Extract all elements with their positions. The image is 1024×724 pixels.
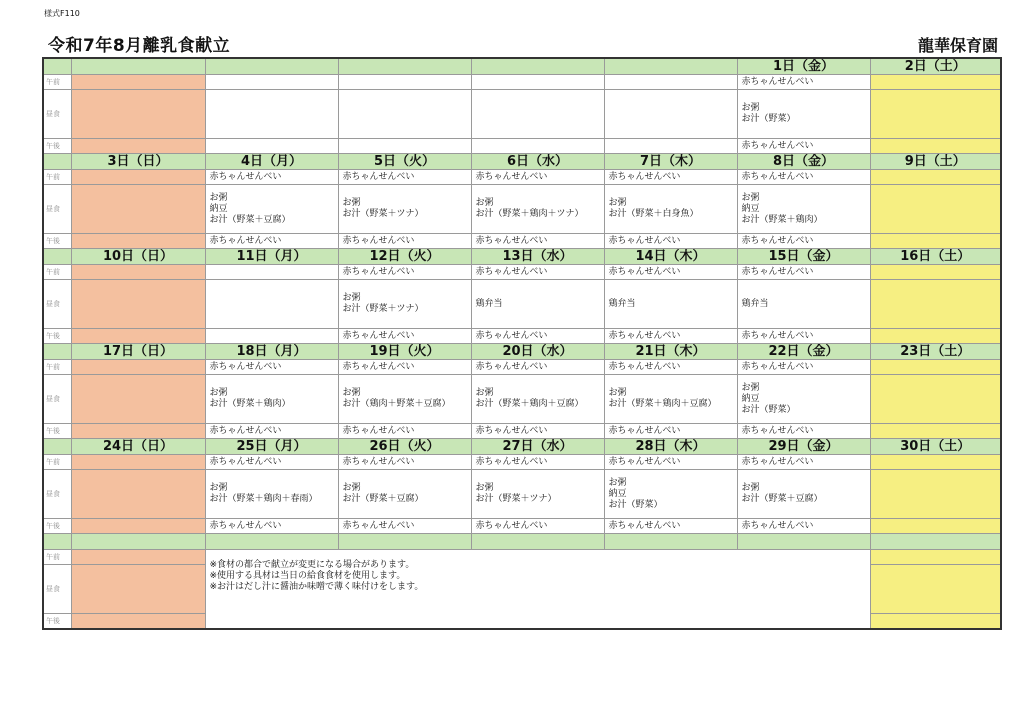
lunch-cell (604, 90, 737, 139)
snack-cell: 赤ちゃんせんべい (737, 360, 870, 375)
menu-row-morning (43, 170, 1001, 185)
lunch-item: お粥 (342, 293, 361, 303)
lunch-cell (737, 90, 870, 139)
lunch-cell (870, 565, 1001, 614)
date-row-label (43, 439, 71, 455)
date-header: 18日（月） (205, 344, 338, 360)
snack-cell (71, 139, 205, 154)
note-line: ※お汁はだし汁に醤油か味噌で薄く味付けをします。 (209, 582, 424, 592)
snack-cell: 赤ちゃんせんべい (604, 170, 737, 185)
snack-cell: 赤ちゃんせんべい (471, 265, 604, 280)
snack-cell (604, 75, 737, 90)
snack-cell (471, 75, 604, 90)
lunch-item: 鶏弁当 (741, 298, 769, 309)
lunch-cell (870, 280, 1001, 329)
lunch-cell (870, 470, 1001, 519)
lunch-item: お粥 (608, 198, 627, 208)
snack-cell: 赤ちゃんせんべい (737, 265, 870, 280)
lunch-item: 納豆 (209, 203, 228, 214)
date-header (870, 534, 1001, 550)
date-header: 23日（土） (870, 344, 1001, 360)
snack-cell: 赤ちゃんせんべい (205, 455, 338, 470)
snack-cell: 赤ちゃんせんべい (471, 329, 604, 344)
date-header: 2日（土） (870, 58, 1001, 75)
snack-cell (870, 329, 1001, 344)
lunch-cell (604, 280, 737, 329)
date-header: 14日（木） (604, 249, 737, 265)
lunch-item: お粥 (608, 477, 627, 488)
lunch-item: お汁（野菜＋鶏肉） (741, 214, 823, 225)
date-header: 26日（火） (338, 439, 471, 455)
row-label-morning: 午前 (43, 360, 71, 375)
lunch-cell (471, 470, 604, 519)
organization-name: 龍華保育園 (917, 36, 998, 55)
week-date-row (43, 154, 1001, 170)
lunch-cell (471, 375, 604, 424)
snack-cell: 赤ちゃんせんべい (737, 234, 870, 249)
snack-cell (71, 170, 205, 185)
lunch-item: お粥 (342, 483, 361, 493)
lunch-item: お汁（野菜＋鶏肉） (209, 399, 291, 409)
lunch-cell (205, 470, 338, 519)
snack-cell: 赤ちゃんせんべい (737, 424, 870, 439)
lunch-item: お汁（野菜＋鶏肉＋豆腐） (608, 399, 717, 409)
date-header: 17日（日） (71, 344, 205, 360)
menu-row-lunch (43, 375, 1001, 424)
date-header: 7日（木） (604, 154, 737, 170)
week-date-row (43, 439, 1001, 455)
date-header: 3日（日） (71, 154, 205, 170)
date-header: 19日（火） (338, 344, 471, 360)
date-header: 4日（月） (205, 154, 338, 170)
lunch-cell (205, 375, 338, 424)
snack-cell: 赤ちゃんせんべい (471, 455, 604, 470)
date-header (338, 534, 471, 550)
lunch-cell (205, 90, 338, 139)
snack-cell: 赤ちゃんせんべい (737, 139, 870, 154)
row-label-afternoon: 午後 (43, 519, 71, 534)
snack-cell (71, 455, 205, 470)
date-header (71, 58, 205, 75)
snack-cell: 赤ちゃんせんべい (737, 329, 870, 344)
form-number: 様式F110 (44, 9, 80, 18)
lunch-cell (338, 185, 471, 234)
date-header: 29日（金） (737, 439, 870, 455)
snack-cell (870, 139, 1001, 154)
lunch-item: 納豆 (741, 393, 760, 404)
date-header (737, 534, 870, 550)
lunch-cell (737, 280, 870, 329)
snack-cell: 赤ちゃんせんべい (737, 519, 870, 534)
row-label-lunch: 昼食 (43, 470, 71, 519)
date-header: 10日（日） (71, 249, 205, 265)
lunch-item: お粥 (741, 483, 760, 493)
lunch-cell (205, 185, 338, 234)
lunch-item: お粥 (475, 198, 494, 208)
lunch-item: お粥 (741, 103, 760, 113)
lunch-item: お粥 (342, 388, 361, 398)
snack-cell: 赤ちゃんせんべい (338, 519, 471, 534)
date-header: 13日（水） (471, 249, 604, 265)
lunch-item: お汁（野菜＋豆腐） (209, 214, 291, 225)
lunch-item: お汁（野菜＋ツナ） (475, 494, 557, 504)
date-header: 11日（月） (205, 249, 338, 265)
menu-row-afternoon (43, 329, 1001, 344)
lunch-cell (870, 185, 1001, 234)
date-header: 15日（金） (737, 249, 870, 265)
date-header (205, 58, 338, 75)
row-label-morning: 午前 (43, 170, 71, 185)
menu-row-lunch (43, 280, 1001, 329)
snack-cell (870, 170, 1001, 185)
lunch-item: お汁（野菜） (741, 404, 796, 415)
lunch-cell (71, 375, 205, 424)
row-label-morning: 午前 (43, 550, 71, 565)
snack-cell: 赤ちゃんせんべい (338, 455, 471, 470)
note-line: ※使用する具材は当日の給食食材を使用します。 (209, 571, 406, 581)
snack-cell: 赤ちゃんせんべい (338, 265, 471, 280)
lunch-item: お汁（野菜＋鶏肉＋豆腐） (475, 399, 584, 409)
date-header: 20日（水） (471, 344, 604, 360)
menu-row-afternoon (43, 424, 1001, 439)
lunch-cell (71, 470, 205, 519)
menu-row-afternoon (43, 234, 1001, 249)
snack-cell: 赤ちゃんせんべい (205, 170, 338, 185)
lunch-item: お粥 (475, 388, 494, 398)
snack-cell: 赤ちゃんせんべい (471, 424, 604, 439)
lunch-cell (71, 565, 205, 614)
snack-cell: 赤ちゃんせんべい (471, 360, 604, 375)
lunch-cell (338, 470, 471, 519)
snack-cell (205, 265, 338, 280)
snack-cell: 赤ちゃんせんべい (205, 519, 338, 534)
page-title: 令和7年8月離乳食献立 (48, 36, 231, 56)
row-label-morning: 午前 (43, 455, 71, 470)
lunch-item: お汁（野菜＋鶏肉＋ツナ） (475, 209, 584, 219)
date-header: 12日（火） (338, 249, 471, 265)
snack-cell (870, 424, 1001, 439)
snack-cell (471, 139, 604, 154)
snack-cell (870, 614, 1001, 630)
lunch-item: お汁（野菜＋豆腐） (741, 494, 823, 504)
snack-cell: 赤ちゃんせんべい (604, 234, 737, 249)
date-header (338, 58, 471, 75)
snack-cell (205, 75, 338, 90)
lunch-cell (870, 90, 1001, 139)
lunch-cell (338, 375, 471, 424)
lunch-cell (338, 280, 471, 329)
row-label-lunch: 昼食 (43, 565, 71, 614)
date-header: 9日（土） (870, 154, 1001, 170)
lunch-item: お粥 (741, 192, 760, 203)
row-label-morning: 午前 (43, 265, 71, 280)
snack-cell (71, 329, 205, 344)
date-header (71, 534, 205, 550)
snack-cell (71, 519, 205, 534)
date-header: 5日（火） (338, 154, 471, 170)
date-header (205, 534, 338, 550)
date-header: 25日（月） (205, 439, 338, 455)
date-header: 6日（水） (471, 154, 604, 170)
snack-cell (604, 139, 737, 154)
lunch-item: 納豆 (608, 488, 627, 499)
date-row-label (43, 344, 71, 360)
snack-cell: 赤ちゃんせんべい (604, 455, 737, 470)
lunch-item: 鶏弁当 (475, 298, 503, 309)
snack-cell (870, 75, 1001, 90)
lunch-cell (71, 90, 205, 139)
snack-cell (71, 614, 205, 630)
lunch-item: お粥 (475, 483, 494, 493)
week-date-row (43, 249, 1001, 265)
snack-cell (870, 455, 1001, 470)
lunch-cell (471, 90, 604, 139)
snack-cell: 赤ちゃんせんべい (604, 360, 737, 375)
snack-cell (338, 139, 471, 154)
snack-cell: 赤ちゃんせんべい (338, 329, 471, 344)
row-label-afternoon: 午後 (43, 329, 71, 344)
date-row-label (43, 58, 71, 75)
snack-cell: 赤ちゃんせんべい (604, 265, 737, 280)
snack-cell: 赤ちゃんせんべい (471, 170, 604, 185)
menu-table (42, 57, 1000, 685)
lunch-cell (737, 185, 870, 234)
lunch-item: お粥 (209, 483, 228, 493)
week-date-row (43, 344, 1001, 360)
snack-cell: 赤ちゃんせんべい (604, 329, 737, 344)
snack-cell (870, 265, 1001, 280)
menu-grid (42, 57, 1002, 630)
lunch-item: お粥 (209, 192, 228, 203)
date-header (604, 534, 737, 550)
lunch-item: お汁（野菜） (608, 499, 663, 510)
date-row-label (43, 154, 71, 170)
snack-cell (205, 329, 338, 344)
row-label-lunch: 昼食 (43, 375, 71, 424)
date-header: 27日（水） (471, 439, 604, 455)
menu-row-morning (43, 455, 1001, 470)
lunch-cell (205, 280, 338, 329)
snack-cell (870, 550, 1001, 565)
row-label-afternoon: 午後 (43, 614, 71, 630)
lunch-cell (737, 470, 870, 519)
lunch-cell (737, 375, 870, 424)
snack-cell: 赤ちゃんせんべい (205, 234, 338, 249)
date-header: 21日（木） (604, 344, 737, 360)
lunch-cell (471, 185, 604, 234)
lunch-item: お粥 (209, 388, 228, 398)
snack-cell (870, 234, 1001, 249)
snack-cell (71, 75, 205, 90)
snack-cell: 赤ちゃんせんべい (338, 360, 471, 375)
snack-cell (870, 360, 1001, 375)
snack-cell: 赤ちゃんせんべい (338, 170, 471, 185)
menu-row-lunch (43, 470, 1001, 519)
lunch-item: お粥 (608, 388, 627, 398)
snack-cell (71, 360, 205, 375)
date-header: 22日（金） (737, 344, 870, 360)
lunch-cell (338, 90, 471, 139)
date-header: 1日（金） (737, 58, 870, 75)
week-date-row (43, 58, 1001, 75)
lunch-item: 鶏弁当 (608, 298, 636, 309)
snack-cell: 赤ちゃんせんべい (205, 424, 338, 439)
menu-row-lunch (43, 90, 1001, 139)
date-header (604, 58, 737, 75)
date-row-label (43, 534, 71, 550)
row-label-morning: 午前 (43, 75, 71, 90)
snack-cell: 赤ちゃんせんべい (604, 519, 737, 534)
snack-cell (71, 424, 205, 439)
week-date-row (43, 534, 1001, 550)
note-line: ※食材の都合で献立が変更になる場合があります。 (209, 560, 415, 570)
menu-row-lunch (43, 185, 1001, 234)
menu-row-morning (43, 265, 1001, 280)
notes-cell (205, 550, 870, 630)
date-row-label (43, 249, 71, 265)
lunch-cell (870, 375, 1001, 424)
lunch-cell (71, 185, 205, 234)
date-header: 28日（木） (604, 439, 737, 455)
lunch-item: お粥 (342, 198, 361, 208)
snack-cell: 赤ちゃんせんべい (205, 360, 338, 375)
lunch-item: お汁（野菜） (741, 114, 796, 124)
date-header (471, 58, 604, 75)
lunch-cell (71, 280, 205, 329)
row-label-afternoon: 午後 (43, 234, 71, 249)
menu-row-morning (43, 75, 1001, 90)
lunch-item: お粥 (741, 382, 760, 393)
date-header: 16日（土） (870, 249, 1001, 265)
lunch-item: お汁（野菜＋ツナ） (342, 209, 424, 219)
date-header (471, 534, 604, 550)
snack-cell: 赤ちゃんせんべい (737, 170, 870, 185)
row-label-afternoon: 午後 (43, 424, 71, 439)
snack-cell: 赤ちゃんせんべい (471, 519, 604, 534)
snack-cell: 赤ちゃんせんべい (737, 455, 870, 470)
lunch-item: お汁（野菜＋鶏肉＋春雨） (209, 494, 318, 504)
menu-row-afternoon (43, 519, 1001, 534)
snack-cell: 赤ちゃんせんべい (604, 424, 737, 439)
date-header: 24日（日） (71, 439, 205, 455)
snack-cell (205, 139, 338, 154)
snack-cell: 赤ちゃんせんべい (737, 75, 870, 90)
row-label-lunch: 昼食 (43, 185, 71, 234)
lunch-item: お汁（野菜＋豆腐） (342, 494, 424, 504)
snack-cell (870, 519, 1001, 534)
row-label-lunch: 昼食 (43, 90, 71, 139)
date-header: 30日（土） (870, 439, 1001, 455)
lunch-item: 納豆 (741, 203, 760, 214)
row-label-afternoon: 午後 (43, 139, 71, 154)
snack-cell (71, 550, 205, 565)
snack-cell: 赤ちゃんせんべい (338, 234, 471, 249)
snack-cell: 赤ちゃんせんべい (471, 234, 604, 249)
snack-cell: 赤ちゃんせんべい (338, 424, 471, 439)
lunch-item: お汁（鶏肉＋野菜＋豆腐） (342, 399, 451, 409)
menu-row-afternoon (43, 139, 1001, 154)
snack-cell (71, 234, 205, 249)
menu-row-morning (43, 360, 1001, 375)
row-label-lunch: 昼食 (43, 280, 71, 329)
lunch-item: お汁（野菜＋白身魚） (608, 209, 699, 219)
lunch-cell (471, 280, 604, 329)
snack-cell (338, 75, 471, 90)
lunch-cell (604, 375, 737, 424)
date-header: 8日（金） (737, 154, 870, 170)
lunch-cell (604, 185, 737, 234)
menu-row-morning (43, 550, 1001, 565)
lunch-item: お汁（野菜＋ツナ） (342, 304, 424, 314)
snack-cell (71, 265, 205, 280)
lunch-cell (604, 470, 737, 519)
